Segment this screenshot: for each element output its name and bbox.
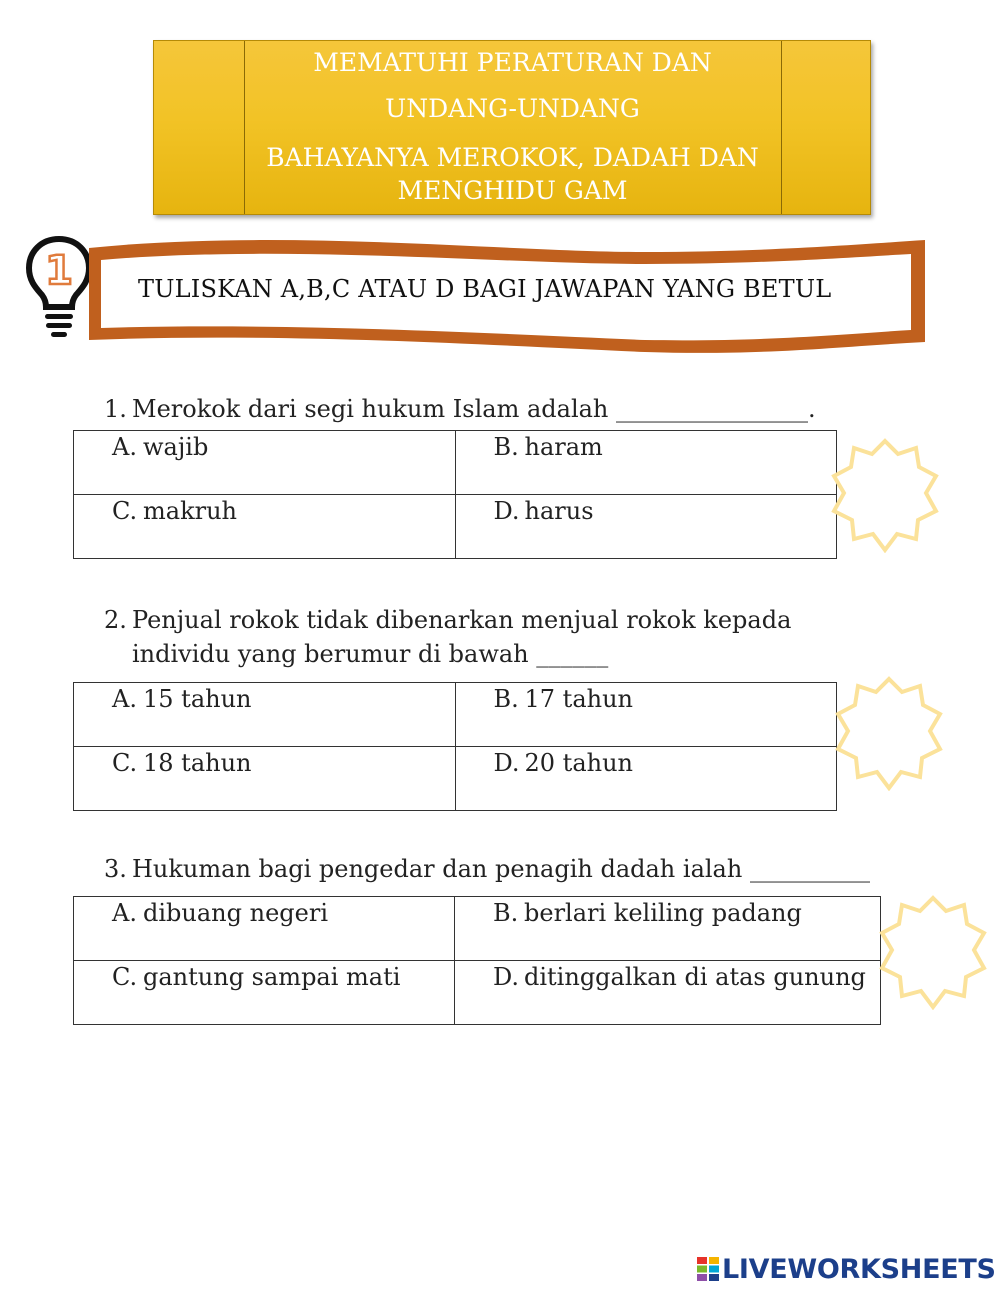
option-2b[interactable]: B. 17 tahun — [455, 683, 837, 747]
option-2a[interactable]: A. 15 tahun — [74, 683, 456, 747]
question-1-text: Merokok dari segi hukum Islam adalah ________________. — [132, 395, 816, 423]
option-3c[interactable]: C. gantung sampai mati — [74, 961, 455, 1025]
question-3 — [104, 852, 884, 886]
answer-star-2[interactable] — [834, 676, 944, 791]
answer-star-3[interactable] — [878, 895, 988, 1010]
option-1c[interactable]: C. makruh — [74, 495, 456, 559]
brand-name: LIVEWORKSHEETS — [722, 1253, 996, 1285]
section-number: 1 — [45, 248, 73, 294]
question-2-text-line-1: Penjual rokok tidak dibenarkan menjual rokok kepada — [132, 606, 792, 634]
option-2c[interactable]: C. 18 tahun — [74, 747, 456, 811]
option-1d[interactable]: D. harus — [455, 495, 837, 559]
option-3d[interactable]: D. ditinggalkan di atas gunung — [455, 961, 881, 1025]
question-3-text: Hukuman bagi pengedar dan penagih dadah ialah __________ — [132, 855, 870, 883]
banner-title — [246, 41, 779, 214]
question-2-number: 2. — [104, 606, 127, 634]
banner-divider-left — [244, 41, 245, 214]
banner-title-line-3: BAHAYANYA MEROKOK, DADAH DAN MENGHIDU GAM — [266, 143, 759, 205]
question-2-options — [73, 682, 837, 811]
question-1-options — [73, 430, 837, 559]
question-3-options — [73, 896, 881, 1025]
option-2d[interactable]: D. 20 tahun — [455, 747, 837, 811]
liveworksheets-brand — [697, 1253, 996, 1285]
question-2-text-line-2: individu yang berumur di bawah ______ — [132, 640, 609, 668]
lightbulb-icon — [24, 235, 94, 340]
option-1b[interactable]: B. haram — [455, 431, 837, 495]
option-1a[interactable]: A. wajib — [74, 431, 456, 495]
question-3-number: 3. — [104, 855, 127, 883]
question-1 — [104, 392, 864, 426]
banner-title-line-2: UNDANG-UNDANG — [385, 94, 640, 123]
answer-star-1[interactable] — [830, 438, 940, 553]
title-banner — [153, 40, 871, 215]
banner-title-line-1: MEMATUHI PERATURAN DAN — [313, 48, 712, 77]
liveworksheets-logo-icon — [697, 1257, 719, 1281]
question-2 — [104, 603, 864, 671]
banner-divider-right — [781, 41, 782, 214]
option-3a[interactable]: A. dibuang negeri — [74, 897, 455, 961]
instruction-text: TULISKAN A,B,C ATAU D BAGI JAWAPAN YANG BETUL — [138, 275, 832, 303]
option-3b[interactable]: B. berlari keliling padang — [455, 897, 881, 961]
question-1-number: 1. — [104, 395, 127, 423]
